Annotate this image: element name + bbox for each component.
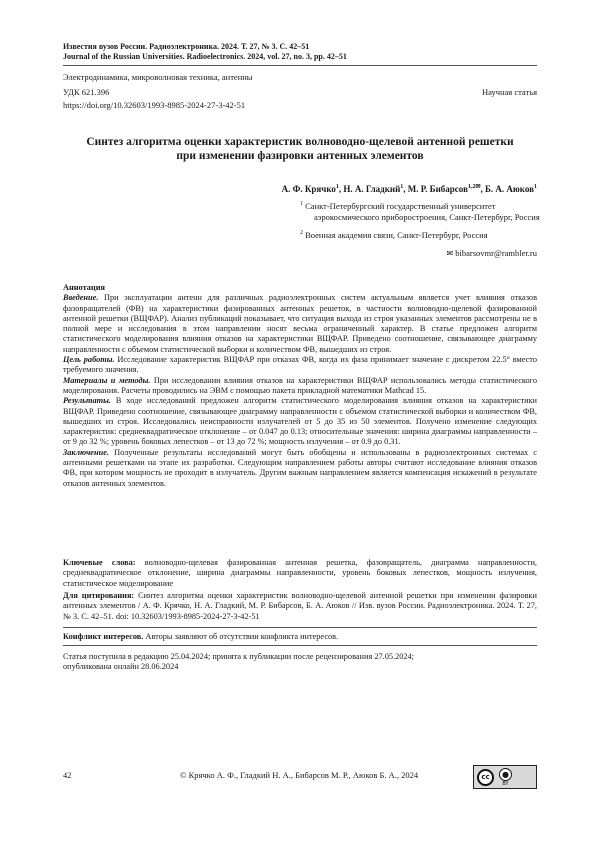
aim-label: Цель работы. [63,355,115,365]
citation-divider [63,627,537,628]
title-line-2: при изменении фазировки антенных элементов [176,150,424,162]
email-line [446,248,537,259]
author-sep: , [338,184,344,194]
conclusion-text: Полученные результаты исследований могут быть обобщены и использованы в радиоэлектронных системах с антенными решетками на этапе их разработки. Следующим направлением работы авторы считают исследование влияния отказов ФВ, при котором мощность не проходит в излучатель. Другим важным направлением является компенсация искажений в результате отказов антенных элементов. [63,447,537,488]
citation-text: Синтез алгоритма оценки характеристик волноводно-щелевой антенной решетки при изменении фазировки антенных элементов / А. Ф. Крячко, Н. А. Гладкий, М. Р. Бибарсов, Б. А. Аюков // Изв. вузов России. Радиоэлектроника. 2024. Т. 27, № 3. С. 42–51. doi: 10.32603/1993-8985-2024-27-3-42-51 [63,591,537,621]
conflict-text: Авторы заявляют об отсутствии конфликта интересов. [145,632,339,641]
intro-text: При эксплуатации антенн для различных радиоэлектронных систем актуальным является учет влияния отказов фазовращателей (ФВ) на характеристики фазированных антенных решеток, в частности волноводно-щелевой фазированной антенной решетки (ВЩФАР). Анализ публикаций показывает, что ситуация выхода из строя указанных элементов рассмотрены не в полной мере и исследования в этом направлении носят весьма ограниченный характер. В статье предложен алгоритм статистического моделирования влияния отказов на характеристики ВЩФАР. Приведено соотношение, связывающее диаграмму направленности с объемом статистической выборки и количеством ФВ, вышедших из строя. [63,293,537,354]
conflict-of-interest [63,632,537,642]
author-3-sup [468,184,481,190]
cc-by-icon[interactable] [473,765,537,789]
intro-label: Введение. [63,293,99,303]
author-4-sup: 1 [534,184,537,190]
page-number: 42 [63,770,72,780]
doi-link[interactable]: https://doi.org/10.32603/1993-8985-2024-27-3-42-51 [63,100,246,110]
abstract-heading: Аннотация [63,283,105,292]
authors [282,183,537,194]
abstract-intro [63,293,537,355]
methods-text: При исследовании влияния отказов на характеристики ВЩФАР использовались методы статистического моделирования. Расчеты проводились на ЭВМ с помощью пакета прикладной математики Mathcad 15. [63,375,537,395]
abstract-aim [63,355,537,376]
udk: УДК 621.396 [63,87,110,97]
affiliation-2 [300,228,540,241]
keywords-text: волноводно-щелевая фазированная антенная решетка, фазовращатель, диаграмма направленности, среднеквадратическое отклонение, ширина диаграммы направленности, уровень боковых лепестков, мощность излучения, статистическое моделирование [63,558,537,588]
author-3: М. Р. Бибарсов [407,184,468,194]
aff2-line1: Военная академия связи, Санкт-Петербург, Россия [305,229,488,240]
author-2: Н. А. Гладкий [343,184,401,194]
author-4: Б. А. Аюков [484,184,534,194]
abstract-results [63,396,537,447]
envelope-icon: ✉ [446,249,454,258]
history-line-2: опубликована онлайн 28.06.2024 [63,662,179,672]
aff1-line1: Санкт-Петербургский государственный университет [305,200,496,211]
header-divider [63,65,537,66]
title-line-1: Синтез алгоритма оценки характеристик волноводно-щелевой антенной решетки [86,136,514,148]
author-1: А. Ф. Крячко [281,184,336,194]
author-sep: , [480,184,485,194]
conclusion-label: Заключение. [63,447,109,457]
aim-text: Исследование характеристик ВЩФАР при отказах ФВ, когда их фаза принимает значение с дискретом 22.5° вместо требуемого значения. [63,355,537,375]
author-1-sup: 1 [335,184,339,190]
methods-label: Материалы и методы. [63,375,151,385]
conflict-divider [63,645,537,646]
abstract-conclusion [63,448,537,489]
citation [63,591,537,622]
journal-header-ru: Известия вузов России. Радиоэлектроника. 2024. Т. 27, № 3. С. 42–51 [63,42,310,51]
author-3-sup-num: 1,2 [467,184,476,190]
by-block [499,768,512,787]
by-label: BY [502,780,509,787]
affiliation-1 [300,199,540,223]
envelope-icon: ✉ [475,184,481,190]
keywords-label: Ключевые слова: [63,558,136,567]
person-icon: ● [499,768,512,781]
article-history [63,652,537,673]
aff1-num: 1 [300,201,303,207]
journal-header-en: Journal of the Russian Universities. Radioelectronics. 2024, vol. 27, no. 3, pp. 42–51 [63,52,347,61]
author-sep: , [403,184,408,194]
results-label: Результаты. [63,396,111,406]
corresponding-email[interactable]: bibarsovmr@rambler.ru [455,248,537,258]
keywords [63,558,537,589]
author-2-sup: 1 [400,184,404,190]
section-name: Электродинамика, микроволновая техника, антенны [63,72,253,82]
results-text: В ходе исследований предложен алгоритм статистического моделирования влияния отказов на характеристики ВЩФАР. Приведено соотношение, связывающее диаграмму направленности с объемом статистической выборки и количеством ФВ, вышедших из строя. Исследовались неисправности излучателей от 5 до 35 из 50 элементов. Получено изменение следующих характеристик: среднеквадратическое отклонение – от 0.047 до 0.13; относительные значения: ширина диаграммы направленности – от 9 до 32 %; уровень боковых лепестков – от 13 до 72 %; мощность излучения – от 0.9 до 0.31. [63,396,537,447]
abstract [63,283,537,489]
copyright: © Крячко А. Ф., Гладкий Н. А., Бибарсов М. Р., Аюков Б. А., 2024 [180,770,419,780]
aff1-line2: аэрокосмического приборостроения, Санкт-Петербург, Россия [314,211,540,222]
citation-label: Для цитирования: [63,591,135,600]
aff2-num: 2 [300,230,303,236]
abstract-methods [63,376,537,397]
conflict-label: Конфликт интересов. [63,632,144,641]
article-type: Научная статья [481,87,537,97]
cc-icon: cc [477,769,494,786]
article-title [63,135,537,163]
history-line-1: Статья поступила в редакцию 25.04.2024; принята к публикации после рецензирования 27.05.2024; [63,652,414,661]
